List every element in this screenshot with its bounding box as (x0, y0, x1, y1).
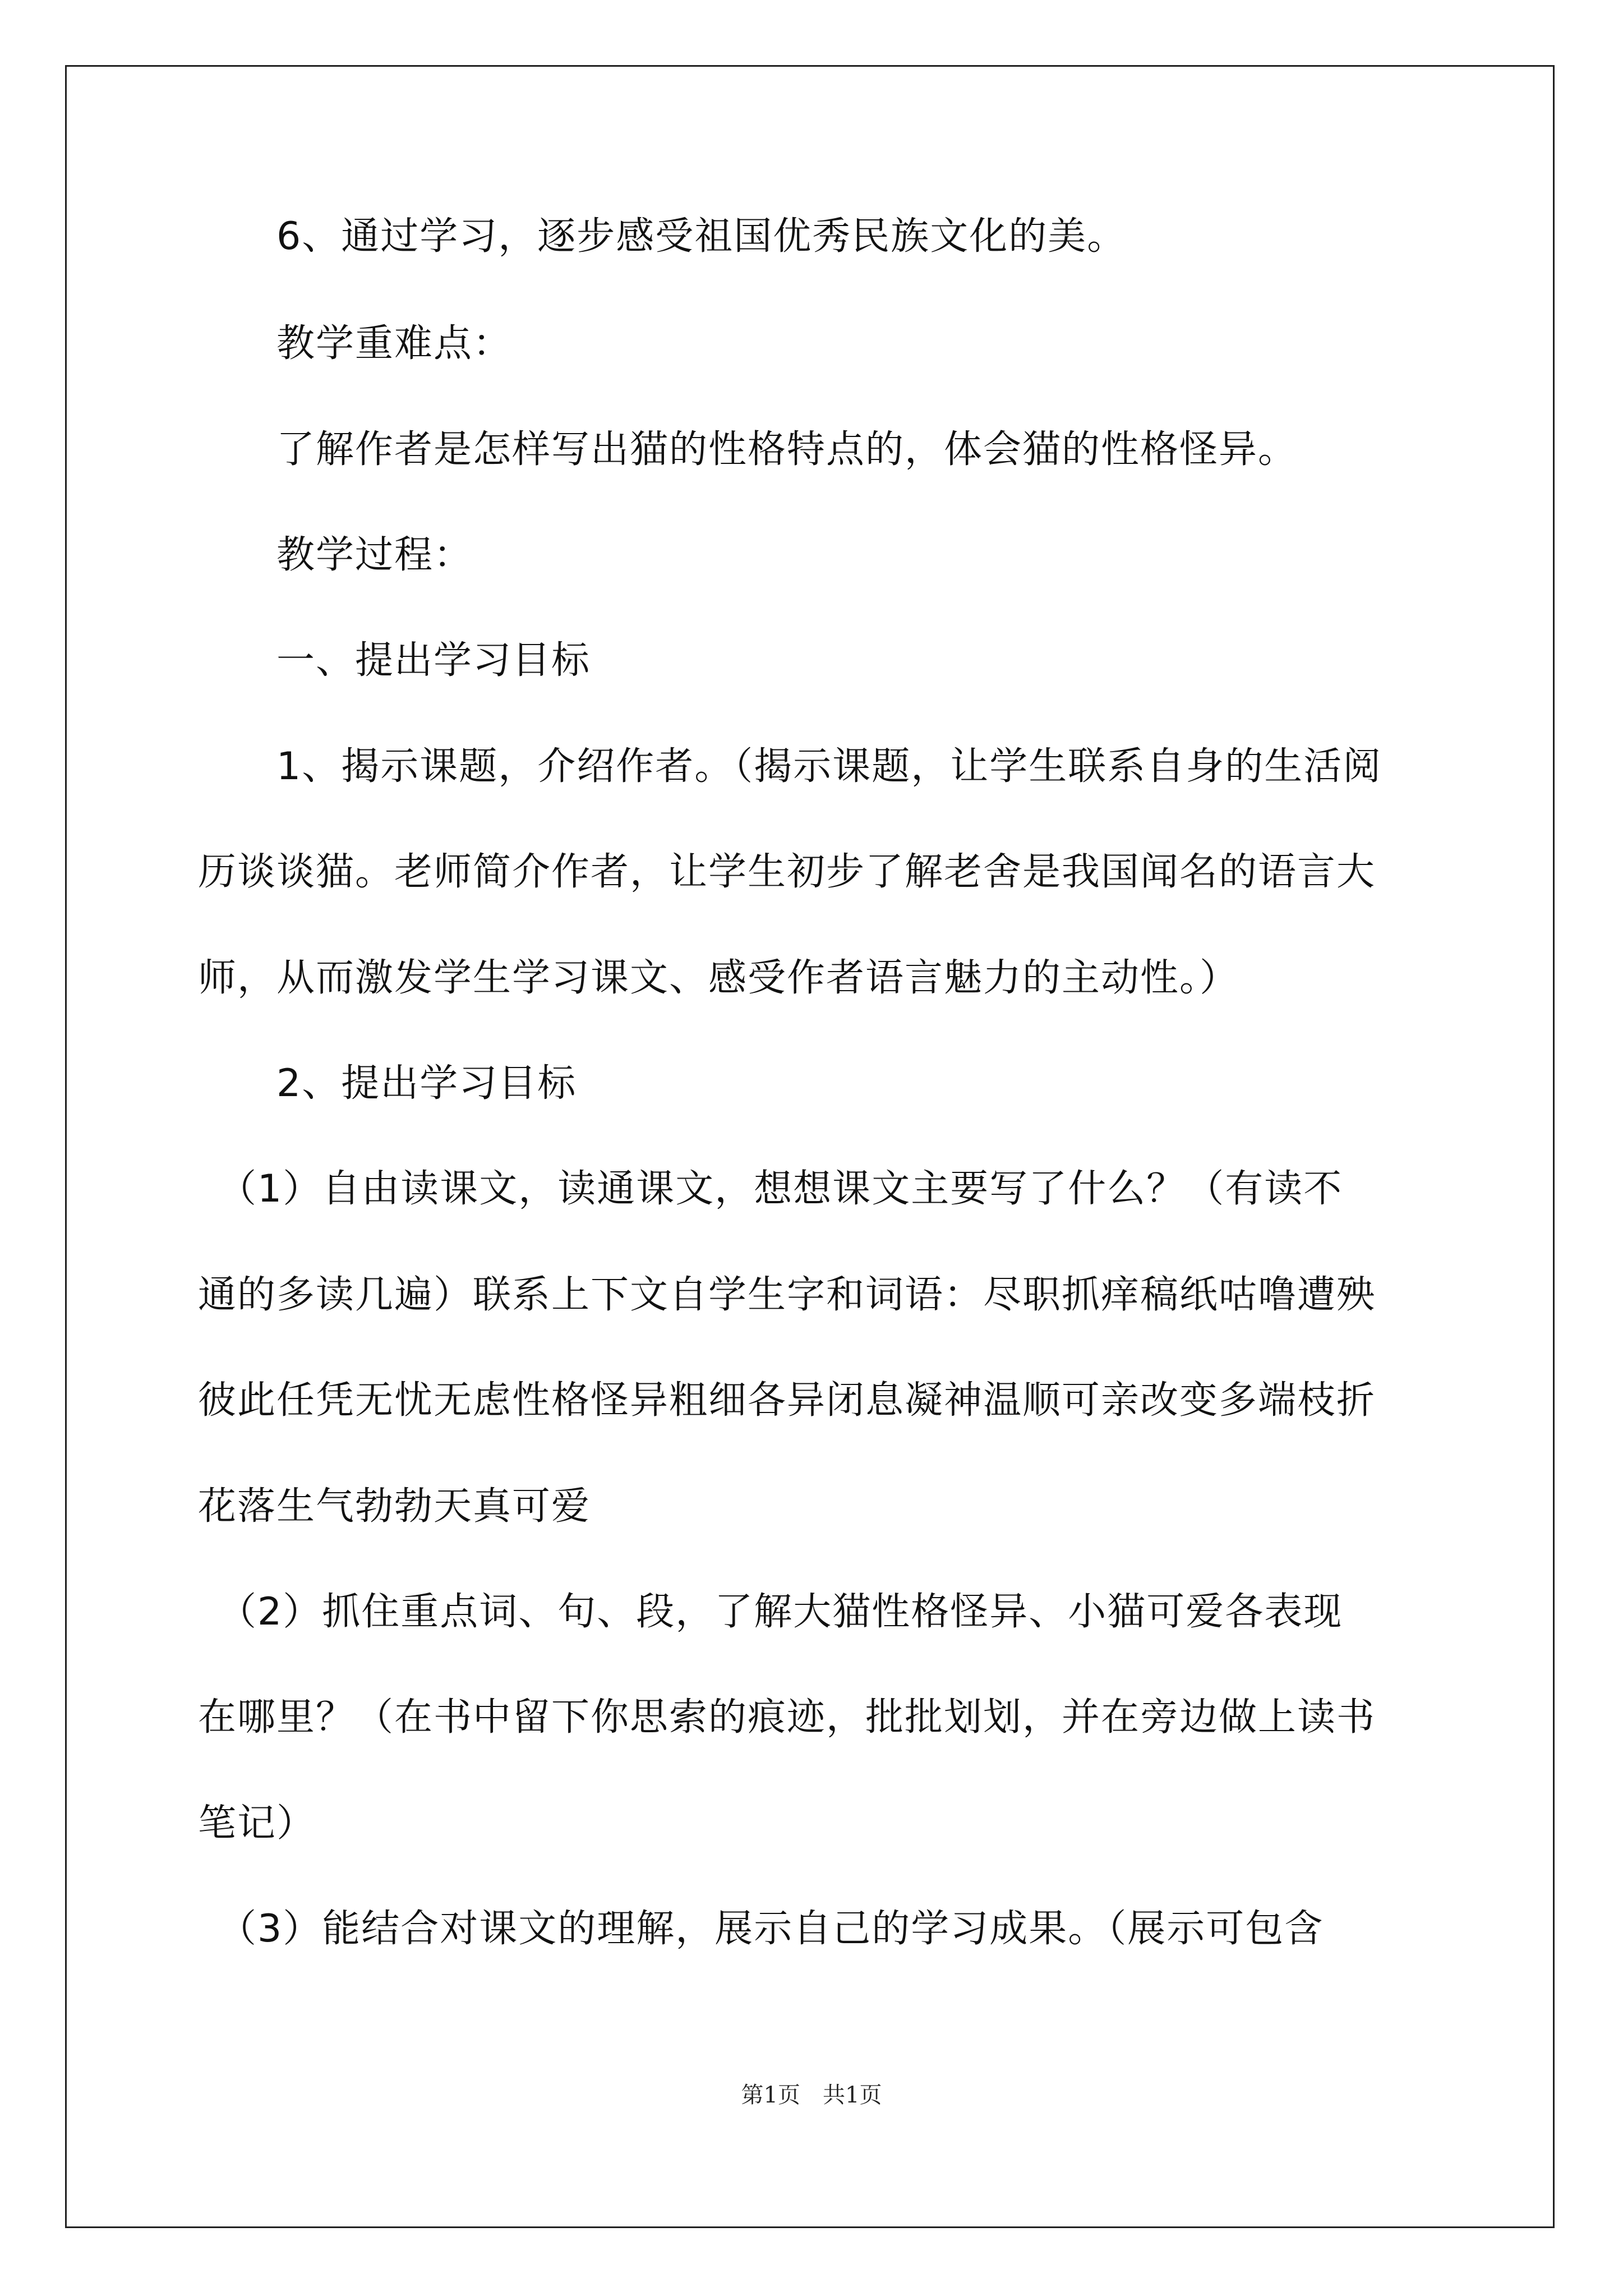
paragraph-line: （3）能结合对课文的理解，展示自己的学习成果。（展示可包含 (198, 1907, 1324, 1951)
paragraph-line: 花落生气勃勃天真可爱 (198, 1484, 591, 1529)
paragraph-line: 师，从而激发学生学习课文、感受作者语言魅力的主动性。） (198, 956, 1239, 1000)
paragraph-line: 6、通过学习，逐步感受祖国优秀民族文化的美。 (198, 214, 1127, 259)
page-number-footer: 第1页 共1页 (741, 2082, 882, 2108)
paragraph-line: （2）抓住重点词、句、段，了解大猫性格怪异、小猫可爱各表现 (198, 1590, 1343, 1634)
paragraph-line: 2、提出学习目标 (198, 1061, 577, 1106)
paragraph-line: 教学过程： (198, 533, 473, 577)
paragraph-line: 了解作者是怎样写出猫的性格特点的，体会猫的性格怪异。 (198, 427, 1298, 472)
paragraph-line: 彼此任凭无忧无虑性格怪异粗细各异闭息凝神温顺可亲改变多端枝折 (198, 1378, 1376, 1423)
paragraph-line: （1）自由读课文，读通课文，想想课文主要写了什么？（有读不 (198, 1167, 1343, 1211)
paragraph-line: 1、揭示课题，介绍作者。（揭示课题，让学生联系自身的生活阅 (198, 744, 1382, 789)
paragraph-line: 历谈谈猫。老师简介作者，让学生初步了解老舍是我国闻名的语言大 (198, 850, 1376, 894)
paragraph-line: 通的多读几遍）联系上下文自学生字和词语：尽职抓痒稿纸咕噜遭殃 (198, 1273, 1376, 1317)
paragraph-line: 在哪里？（在书中留下你思索的痕迹，批批划划，并在旁边做上读书 (198, 1695, 1376, 1740)
paragraph-line: 教学重难点： (198, 321, 513, 366)
paragraph-line: 笔记） (198, 1801, 316, 1846)
paragraph-line: 一、提出学习目标 (198, 638, 591, 683)
